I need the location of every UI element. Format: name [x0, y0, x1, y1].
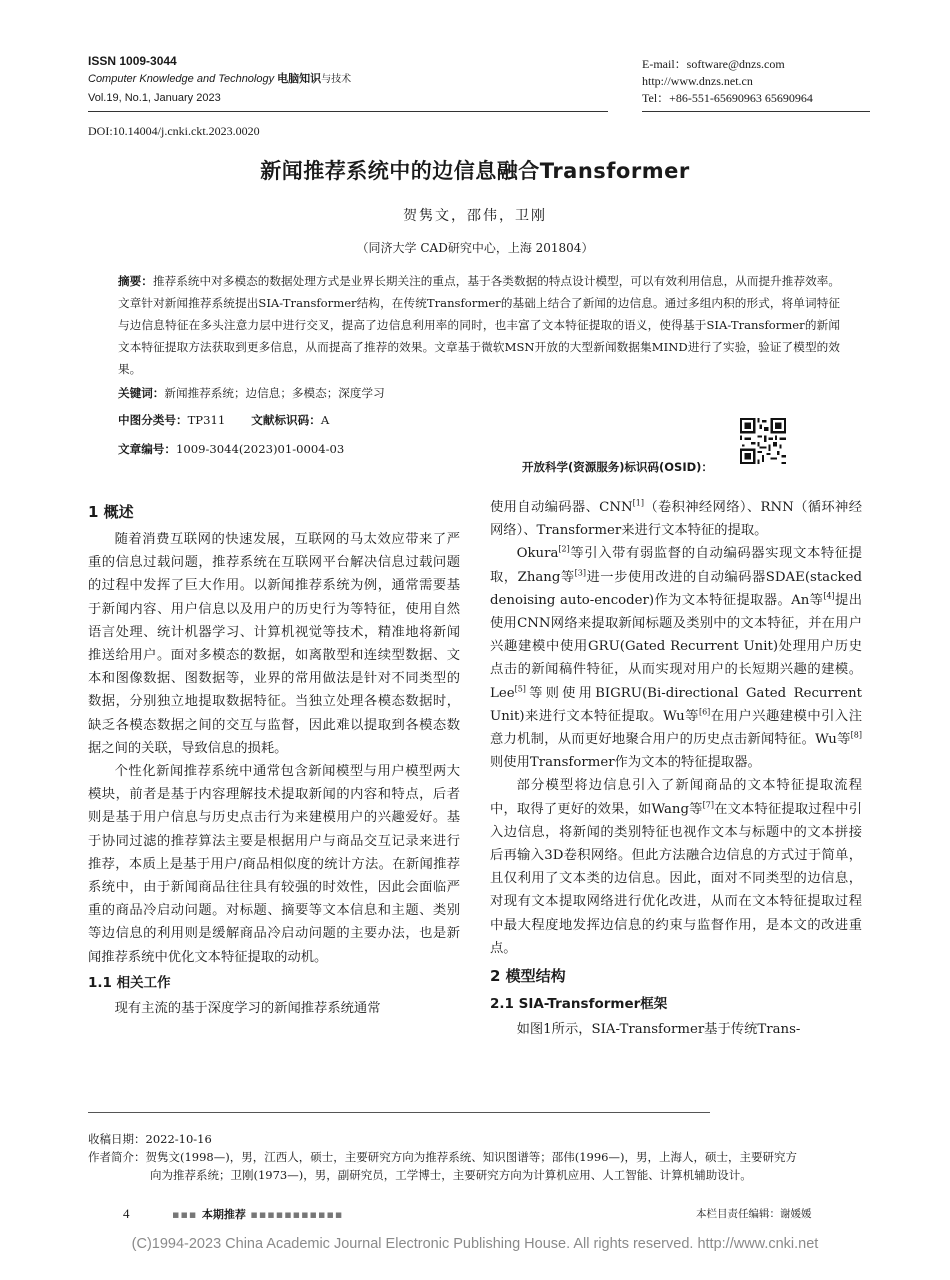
copyright-watermark: (C)1994-2023 China Academic Journal Electronic Publishing House. All rights reserved. http://www.cnki.net [131, 1236, 819, 1252]
citation[interactable]: [7] [702, 800, 714, 810]
journal-name [88, 70, 418, 89]
paragraph: 使用自动编码器、CNN[1]（卷积神经网络）、RNN（循环神经网络）、Transformer来进行文本特征的提取。 [490, 498, 862, 539]
volume-info: Vol.19, No.1, January 2023 [88, 92, 221, 104]
paragraph: Okura[2]等引入带有弱监督的自动编码器实现文本特征提取，Zhang等[3]进一步使用改进的自动编码器SDAE(stacked denoising auto-encoder)作为文本特征提取器。An等[4]提出使用CNN网络来提取新闻标题及类别中的文本特征，并在用户兴趣建模中使用GRU(Gated Recurrent Unit)处理用户历史点击的新闻稿件特征，从而实现对用户的长短期兴趣的建模。Lee[5]等则使用BIGRU(Bi-directional Gated Recurrent Unit)来进行文本特征提取。Wu等[6]在用户兴趣建模中引入注意力机制，从而更好地聚合用户的历史点击新闻特征。Wu等[8]则使用Transformer作为文本的特征提取器。 [490, 544, 863, 771]
journal-email: E-mail：software@dnzs.com [642, 57, 785, 71]
paragraph: 个性化新闻推荐系统中通常包含新闻模型与用户模型两大模块，前者是基于内容理解技术提取新闻的内容和特点，后者则是基于用户信息与历史点击行为来建模用户的兴趣爱好。基于协同过滤的推荐算法主要是根据用户与商品交互记录来进行推荐，本质上是基于用户/商品相似度的统计方法。在新闻推荐系统中，由于新闻商品往往具有较强的时效性，因此会面临严重的商品冷启动问题。对标题、摘要等文本信息和主题、类别等边信息的利用则是缓解商品冷启动问题的主要办法，也是新闻推荐系统中优化文本特征提取的动机。 [88, 764, 460, 965]
abstract-label: 摘要： [118, 274, 153, 288]
issn: ISSN 1009-3044 [88, 54, 177, 68]
journal-name-cn: 电脑知识 [277, 73, 322, 85]
doc-code-value: A [320, 413, 330, 427]
article-number-label: 文章编号： [118, 442, 176, 456]
citation[interactable]: [1] [632, 498, 644, 508]
citation[interactable]: [4] [823, 591, 835, 601]
left-column [88, 496, 460, 1020]
paragraph: 现有主流的基于深度学习的新闻推荐系统通常 [114, 1000, 381, 1016]
citation[interactable]: [6] [698, 707, 711, 717]
paragraph: 随着消费互联网的快速发展，互联网的马太效应带来了严重的信息过载问题，推荐系统在互联网平台解决信息过载问题的过程中发挥了巨大作用。以新闻推荐系统为例，通常需要基于新闻内容、用户信息以及用户的历史行为等特征，使用自然语言处理、统计机器学习、计算机视觉等技术，精准地将新闻推送给用户。面对多模态的数据，如离散型和连续型数据、文本和图像数据、图数据等，业界的常用做法是针对不同类型的数据，分别独立地提取数据特征。当独立处理各模态数据时，缺乏各模态数据之间的交互与监督，因此难以提取到各模态数据之间的关联，导致信息的损耗。 [88, 532, 460, 756]
page-number: 4 [123, 1206, 130, 1221]
keywords [118, 385, 385, 401]
article-number [118, 441, 344, 457]
received-date: 收稿日期：2022-10-16 [88, 1132, 212, 1146]
journal-name-en: Computer Knowledge and Technology [88, 73, 275, 85]
section-heading-1: 1 概述 [88, 503, 134, 521]
authors: 贺隽文，邵伟，卫刚 [403, 208, 547, 224]
affiliation: （同济大学 CAD研究中心，上海 201804） [356, 241, 594, 255]
paragraph: 如图1所示，SIA-Transformer基于传统Trans- [516, 1022, 801, 1038]
doi: DOI:10.14004/j.cnki.ckt.2023.0020 [88, 124, 260, 138]
column-editor: 本栏目责任编辑：谢媛媛 [696, 1208, 812, 1220]
article-title: 新闻推荐系统中的边信息融合Transformer [260, 159, 690, 183]
section-heading-1-1: 1.1 相关工作 [88, 974, 171, 991]
classification [118, 412, 329, 428]
journal-name-cn-small: 与技术 [321, 74, 352, 85]
section-heading-2: 2 模型结构 [490, 967, 566, 986]
abstract [118, 270, 840, 380]
journal-tel: Tel：+86-551-65690963 65690964 [642, 91, 813, 105]
keywords-label: 关键词： [118, 386, 165, 400]
author-bio: 作者简介：贺隽文(1998—)，男，江西人，硕士，主要研究方向为推荐系统、知识图谱等；邵伟(1996—)，男，上海人，硕士，主要研究方 [88, 1150, 797, 1164]
author-bio-cont: 向为推荐系统；卫刚(1973—)，男，副研究员，工学博士，主要研究方向为计算机应用、人工智能、计算机辅助设计。 [150, 1168, 752, 1182]
doc-code-label: 文献标识码： [251, 413, 321, 427]
section-heading-2-1: 2.1 SIA-Transformer框架 [490, 996, 668, 1013]
keywords-text: 新闻推荐系统；边信息；多模态；深度学习 [164, 386, 385, 400]
column-decoration: ▪▪▪ [172, 1208, 202, 1221]
citation[interactable]: [8] [850, 730, 862, 740]
header-rule-right [642, 111, 870, 112]
footnote-rule [88, 1112, 710, 1113]
clc-value: TP311 [187, 413, 226, 427]
citation[interactable]: [2] [558, 544, 570, 554]
header-rule-left [88, 111, 608, 112]
right-column [490, 496, 862, 1041]
column-name: ▪▪▪ 本期推荐 ▪▪▪▪▪▪▪▪▪▪▪ [172, 1208, 344, 1221]
clc-label: 中图分类号： [118, 413, 188, 427]
qr-code-icon[interactable] [740, 418, 786, 464]
footnote [88, 1130, 870, 1184]
article-number-value: 1009-3044(2023)01-0004-03 [175, 442, 345, 456]
citation[interactable]: [5] [514, 684, 526, 694]
journal-url[interactable]: http://www.dnzs.net.cn [642, 74, 753, 88]
journal-header-right [642, 56, 882, 107]
paragraph: 部分模型将边信息引入了新闻商品的文本特征提取流程中，取得了更好的效果，如Wang等[7]在文本特征提取过程中引入边信息，将新闻的类别特征也视作文本与标题中的文本拼接后再输入3D卷积网络。但此方法融合边信息的方式过于简单，且仅利用了文本类的边信息。因此，面对不同类型的边信息，对现有文本提取网络进行优化改进，从而在文本特征提取过程中最大程度地发挥边信息的约束与监督作用，是本文的改进重点。 [490, 778, 863, 956]
osid-label: 开放科学(资源服务)标识码(OSID)： [522, 460, 713, 474]
abstract-text: 推荐系统中对多模态的数据处理方式是业界长期关注的重点，基于各类数据的特点设计模型，可以有效利用信息，从而提升推荐效率。文章针对新闻推荐系统提出SIA-Transformer结构，在传统Transformer的基础上结合了新闻的边信息。通过多组内积的形式，将单词特征与边信息特征在多头注意力层中进行交叉，提高了边信息利用率的同时，也丰富了文本特征提取的语义，使得基于SIA-Transformer的新闻文本特征提取方法获取到更多信息，从而提高了推荐的效果。文章基于微软MSN开放的大型新闻数据集MIND进行了实验，验证了模型的效果。 [118, 274, 840, 376]
journal-header-left [88, 52, 418, 107]
citation[interactable]: [3] [574, 568, 587, 578]
